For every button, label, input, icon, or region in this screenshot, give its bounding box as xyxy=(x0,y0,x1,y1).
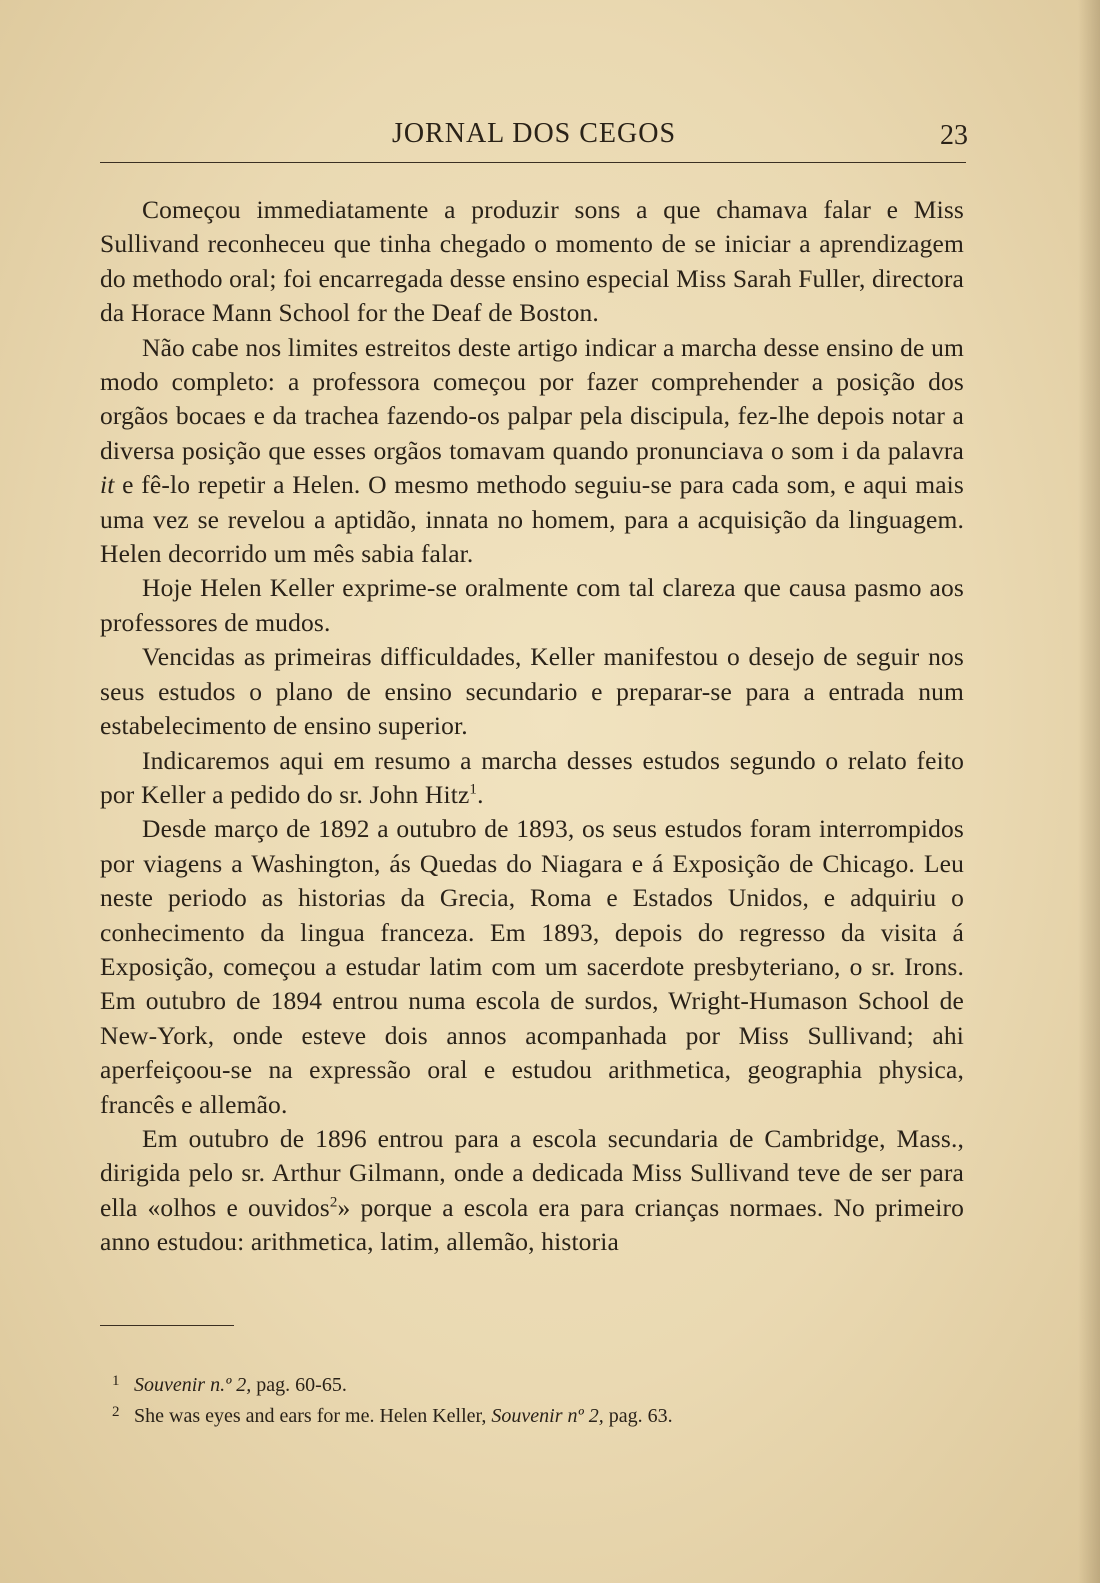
running-head xyxy=(100,118,968,154)
italic-word: it xyxy=(100,470,115,500)
paragraph-text: Em outubro de 1896 entrou para a escola secundaria de Cambridge, Mass., dirigida pelo sr. Arthur Gilmann, onde a dedicada Miss Sullivand teve de ser para ella «olhos e ouvidos xyxy=(100,1123,964,1222)
header-rule xyxy=(100,162,966,163)
footnote-text: She was eyes and ears for me. Helen Keller, xyxy=(134,1405,492,1427)
paragraph-text: » porque a escola era para crianças normaes. No primeiro anno estudou: arithmetica, latim, allemão, historia xyxy=(100,1192,964,1257)
paragraph-text: e fê-lo repetir a Helen. O mesmo methodo seguiu-se para cada som, e aqui mais uma vez se revelou a aptidão, innata no homem, para a acquisição da linguagem. Helen decorrido um mês sabia falar. xyxy=(100,470,964,569)
paragraph-secondary-studies: Vencidas as primeiras difficuldades, Keller manifestou o desejo de seguir nos seus estudos o plano de ensino secundario e preparar-se para a entrada num estabelecimento de ensino superior. xyxy=(100,642,964,741)
footnote-text: pag. 60-65. xyxy=(251,1374,347,1396)
paragraph-oral-method: Começou immediatamente a produzir sons a que chamava falar e Miss Sullivand reconheceu que tinha chegado o momento de se iniciar a aprendizagem do methodo oral; foi encarregada desse ensino especial Miss Sarah Fuller, directora da Horace Mann School for the Deaf de Boston. xyxy=(100,195,964,328)
footnote-mark: 1 xyxy=(112,1373,120,1389)
footnote xyxy=(112,1370,914,1401)
footnote-rule xyxy=(100,1325,234,1326)
paragraph-cambridge xyxy=(100,1122,964,1260)
paragraph-summary xyxy=(100,744,964,813)
footnote-reference: 1 xyxy=(469,781,478,798)
footnotes xyxy=(112,1370,914,1432)
paragraph-clarity: Hoje Helen Keller exprime-se oralmente com tal clareza que causa pasmo aos professores de mudos. xyxy=(100,573,964,637)
page-number: 23 xyxy=(940,120,968,151)
footnote-reference: 2 xyxy=(329,1194,338,1211)
page-edge-shadow xyxy=(1078,0,1100,1583)
article-body xyxy=(100,193,964,1260)
paragraph-text: Não cabe nos limites estreitos deste artigo indicar a marcha desse ensino de um modo completo: a professora começou por fazer comprehender a posição dos orgãos bocaes e da trachea fazendo-os palpar pela discipula, fez-lhe depois notar a diversa posição que esses orgãos tomavam quando pronunciava o som i da palavra xyxy=(100,332,964,465)
footnote-source: Souvenir nº 2, xyxy=(491,1405,604,1427)
paragraph-text: Indicaremos aqui em resumo a marcha desses estudos segundo o relato feito por Keller a pedido do sr. John Hitz xyxy=(100,745,964,809)
footnote xyxy=(112,1401,914,1432)
footnote-mark: 2 xyxy=(112,1404,120,1420)
paragraph-travels: Desde março de 1892 a outubro de 1893, os seus estudos foram interrompidos por viagens a Washington, ás Quedas do Niagara e á Exposição de Chicago. Leu neste periodo as historias da Grecia, Roma e Estados Unidos, e adquiriu o conhecimento da lingua franceza. Em 1893, depois do regresso da visita á Exposição, começou a estudar latim com um sacerdote presbyteriano, o sr. Irons. Em outubro de 1894 entrou numa escola de surdos, Wright-Humason School de New-York, onde esteve dois annos acompanhada por Miss Sullivand; ahi aperfeiçoou-se na expressão oral e estudou arithmetica, geographia physica, francês e allemão. xyxy=(100,814,964,1119)
paragraph-teaching-method xyxy=(100,331,964,572)
journal-title: JORNAL DOS CEGOS xyxy=(391,118,677,149)
paragraph-text: . xyxy=(477,779,484,809)
footnote-text: pag. 63. xyxy=(603,1405,673,1427)
footnote-source: Souvenir n.º 2, xyxy=(134,1374,252,1396)
